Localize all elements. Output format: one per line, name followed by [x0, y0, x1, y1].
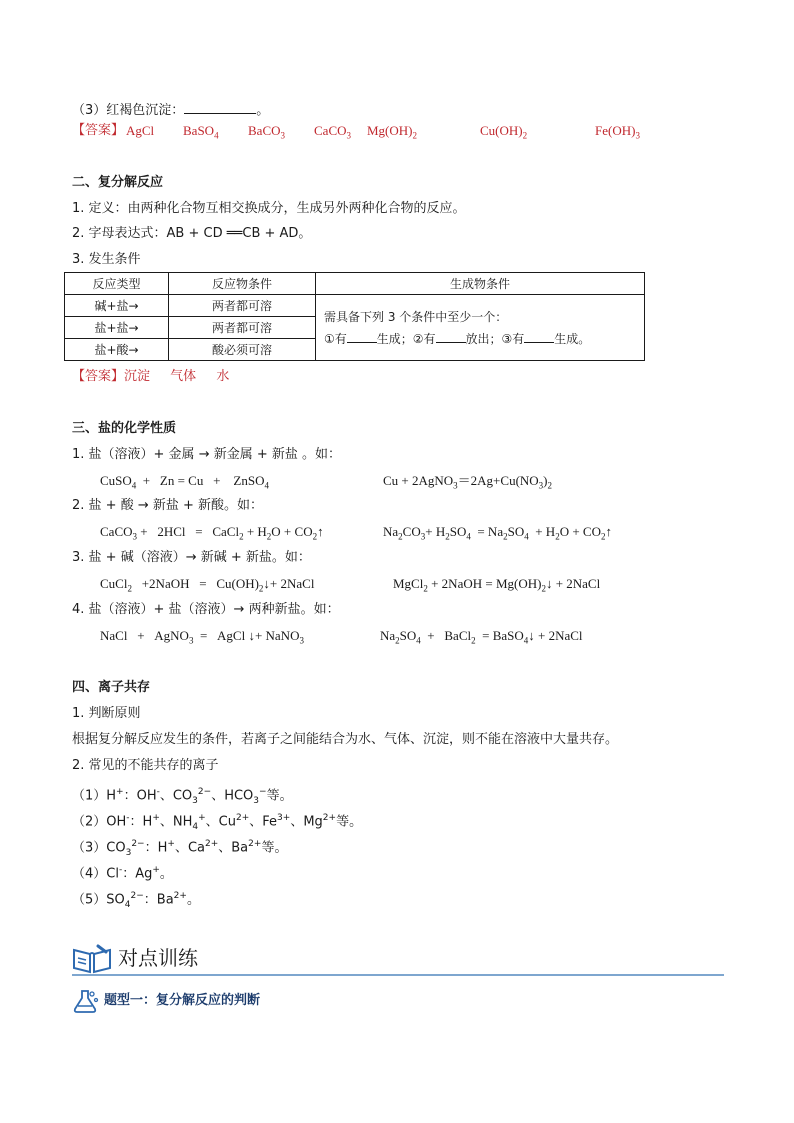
letter-expression: 2. 字母表达式：AB + CD ══CB + AD。 [72, 226, 312, 241]
training-title: 对点训练 [118, 946, 198, 970]
answer-row-1: 【答案】 [72, 123, 125, 138]
section-4-title: 四、离子共存 [72, 680, 151, 695]
answer-agcl: AgCl [126, 123, 155, 138]
table-row: 盐+酸→ 酸必须可溶 [65, 339, 645, 361]
answer-feoh3: $Fe(OH)_3$ [595, 123, 640, 141]
reaction-rule-2: 2. 盐 + 酸 → 新盐 + 新酸。如： [72, 498, 264, 513]
principle-text: 根据复分解反应发生的条件，若离子之间能结合为水、气体、沉淀，则不能在溶液中大量共存。 [72, 732, 619, 747]
equation-4a: NaCl + AgNO$_3$ = AgCl ↓+ NaNO$_3$ [100, 628, 304, 646]
product-condition-cell: 需具备下列 3 个条件中至少一个： ①有 生成；②有 放出；③有 生成。 [316, 295, 645, 361]
principle-heading: 1. 判断原则 [72, 706, 141, 721]
reaction-rule-4: 4. 盐（溶液）+ 盐（溶液）→ 两种新盐。如： [72, 602, 340, 617]
col-header-type: 反应类型 [65, 273, 169, 295]
answer-cuoh2: $Cu(OH)_2$ [480, 123, 528, 141]
reaction-rule-1: 1. 盐（溶液）+ 金属 → 新金属 + 新盐 。如： [72, 447, 342, 462]
ions-heading: 2. 常见的不能共存的离子 [72, 758, 219, 773]
section-3-title: 三、盐的化学性质 [72, 421, 177, 436]
ion-item-3: $(3)CO_3^{2-}$：H+、$Ca^{2+}$、$Ba^{2+}$等。 [72, 839, 288, 858]
col-header-reactant: 反应物条件 [169, 273, 316, 295]
answer-caco3: CaCO$_3$ [314, 123, 351, 141]
reaction-rule-3: 3. 盐 + 碱（溶液）→ 新碱 + 新盐。如： [72, 550, 311, 565]
answer-blank [184, 101, 256, 114]
answer-row-2: 【答案】沉淀 气体 水 [72, 369, 230, 384]
answer-mgoh2: $Mg(OH)_2$ [367, 123, 417, 141]
answer-baco3: BaCO$_3$ [248, 123, 285, 141]
question-3: （3）红褐色沉淀： 。 [72, 103, 270, 118]
equation-3a: CuCl$_2$ +2NaOH = $Cu(OH)_2↓+$ 2NaCl [100, 576, 315, 594]
equation-1b: $Cu + 2AgNO_3=2Ag+Cu(NO_3)_2$ [383, 473, 553, 491]
col-header-product: 生成物条件 [316, 273, 645, 295]
table-row: 盐+盐→ 两者都可溶 [65, 317, 645, 339]
table-row: 碱+盐→ 两者都可溶 需具备下列 3 个条件中至少一个： ①有 生成；②有 放出；③有 生成。 [65, 295, 645, 317]
equation-3b: MgCl$_2$ + 2NaOH = $Mg(OH)_2↓$ + 2NaCl [393, 576, 601, 594]
ion-item-4: （4）Cl-：Ag+。 [72, 865, 173, 882]
ion-item-1: （1）H+：OH-、$CO_3^{2-}$、$HCO_3^-$等。 [72, 787, 293, 806]
definition: 1. 定义：由两种化合物互相交换成分，生成另外两种化合物的反应。 [72, 201, 466, 216]
header-divider [72, 974, 724, 976]
conditions-table [64, 272, 645, 361]
flask-icon [72, 988, 100, 1014]
question-type-title: 题型一：复分解反应的判断 [104, 993, 261, 1008]
ion-item-2: （2）OH-：H+、$NH_4^+$、$Cu^{2+}$、$Fe^{3+}$、$Mg^{2+}$等。 [72, 813, 363, 832]
equation-1a: CuSO$_4$ + Zn = Cu + ZnSO$_4$ [100, 473, 269, 491]
ion-item-5: $(5)SO_4^{2-}$：$Ba^{2+}$。 [72, 891, 200, 910]
book-icon [72, 942, 112, 974]
equation-2b: $Na_2CO_3+ H_2SO_4 = Na_2SO_4 + H_2O$ + $CO_2↑$ [383, 524, 612, 542]
answer-baso4: BaSO$_4$ [183, 123, 219, 141]
conditions-heading: 3. 发生条件 [72, 252, 141, 267]
equation-2a: CaCO$_3$ + 2HCl = CaCl$_2$ + $H_2O$ + $CO_2↑$ [100, 524, 324, 542]
equation-4b: $Na_2SO_4$ + BaCl$_2$ = BaSO$_4$↓ + 2NaCl [380, 628, 583, 646]
section-2-title: 二、复分解反应 [72, 175, 164, 190]
